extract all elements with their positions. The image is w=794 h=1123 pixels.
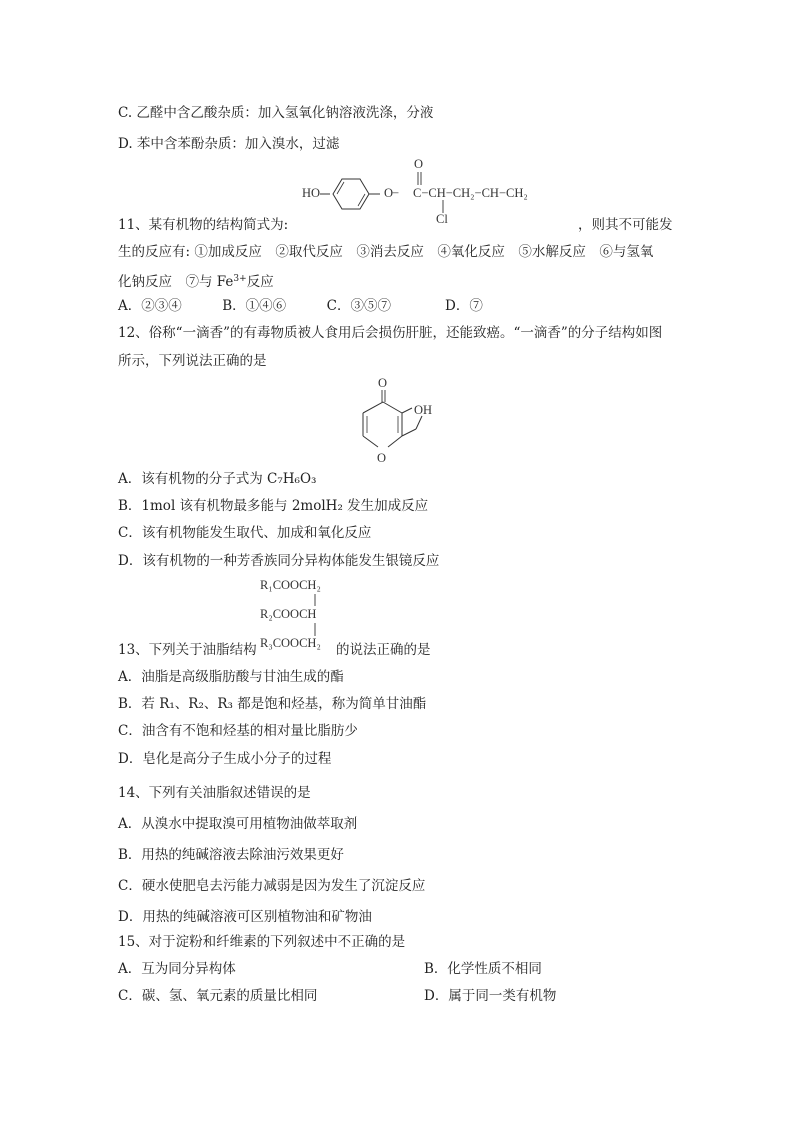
q11-carbonyl-o: O [414, 157, 424, 171]
q14-option-c: C．硬水使肥皂去污能力减弱是因为发生了沉淀反应 [118, 878, 426, 894]
q12-option-a: A．该有机物的分子式为 C₇H₆O₃ [118, 471, 317, 487]
q11-stem-line3 [118, 270, 274, 291]
q12-ring-o: O [377, 451, 387, 465]
q11-double-bond [414, 172, 426, 186]
q11-dash: − [392, 186, 400, 200]
q13-r2-line: R₂COOCH [260, 607, 317, 621]
q12-pyranone-ring [350, 388, 450, 458]
q11-line3-pre: 化钠反应 ⑦与 Fe [118, 274, 234, 290]
q13-backbone-bonds [312, 594, 318, 642]
q13-r1-line: R₁COOCH₂ [260, 578, 321, 592]
q10-option-d: D. 苯中含苯酚杂质：加入溴水，过滤 [118, 136, 340, 152]
q12-stem-line2: 所示，下列说法正确的是 [118, 353, 267, 369]
q14-option-a: A．从溴水中提取溴可用植物油做萃取剂 [118, 816, 358, 832]
q12-ketone-o: O [378, 376, 388, 390]
q10-option-c: C. 乙醛中含乙酸杂质：加入氢氧化钠溶液洗涤，分液 [118, 105, 434, 121]
q11-stem-line2: 生的反应有: ①加成反应 ②取代反应 ③消去反应 ④氧化反应 ⑤水解反应 ⑥与氢氧 [118, 244, 654, 260]
q13-stem-pre: 13、下列关于油脂结构 [118, 642, 257, 658]
q11-cl: Cl [436, 212, 448, 226]
q11-stem-line1-post: ，则其不可能发 [578, 217, 673, 233]
q13-stem [118, 641, 257, 659]
q11-stem-line1 [118, 216, 288, 234]
q11-fe-charge: 3+ [233, 274, 247, 284]
q13-r3-line: R₃COOCH₂ [260, 636, 321, 650]
q12-oh: OH [414, 403, 433, 417]
q15-option-b: B．化学性质不相同 [424, 961, 542, 977]
q11-chain: C−CH−CH₂−CH−CH₂ [413, 186, 528, 200]
q11-benzene-ring [320, 172, 380, 216]
q14-stem: 14、下列有关油脂叙述错误的是 [118, 785, 311, 801]
q12-stem-line1: 12、俗称“一滴香”的有毒物质被人食用后会损伤肝脏，还能致癌。“一滴香”的分子结构如图 [118, 325, 663, 341]
q14-option-d: D．用热的纯碱溶液可区别植物油和矿物油 [118, 909, 372, 925]
q13-option-c: C．油含有不饱和烃基的相对量比脂肪少 [118, 723, 358, 739]
q12-option-b: B．1mol 该有机物最多能与 2molH₂ 发生加成反应 [118, 498, 429, 514]
q15-option-a: A．互为同分异构体 [118, 961, 236, 977]
q13-option-d: D．皂化是高分子生成小分子的过程 [118, 751, 332, 767]
q13-option-b: B．若 R₁、R₂、R₃ 都是饱和烃基，称为简单甘油酯 [118, 696, 427, 712]
q11-ester-o: O [384, 186, 394, 200]
q15-stem: 15、对于淀粉和纤维素的下列叙述中不正确的是 [118, 934, 406, 950]
q12-option-c: C．该有机物能发生取代、加成和氧化反应 [118, 525, 372, 541]
q11-line3-post: 反应 [246, 274, 274, 290]
q12-option-d: D．该有机物的一种芳香族同分异构体能发生银镜反应 [118, 553, 440, 569]
q11-options: A．②③④ B．①④⑥ C．③⑤⑦ D．⑦ [118, 298, 483, 314]
q13-stem-post: 的说法正确的是 [336, 642, 431, 658]
q14-option-b: B．用热的纯碱溶液去除油污效果更好 [118, 847, 344, 863]
q15-option-c: C．碳、氢、氧元素的质量比相同 [118, 988, 318, 1004]
q13-option-a: A．油脂是高级脂肪酸与甘油生成的酯 [118, 669, 344, 685]
q11-ho-label: HO [302, 186, 321, 200]
q15-option-d: D．属于同一类有机物 [424, 988, 557, 1004]
q11-stem-pre: 11、某有机物的结构简式为: [118, 217, 289, 233]
